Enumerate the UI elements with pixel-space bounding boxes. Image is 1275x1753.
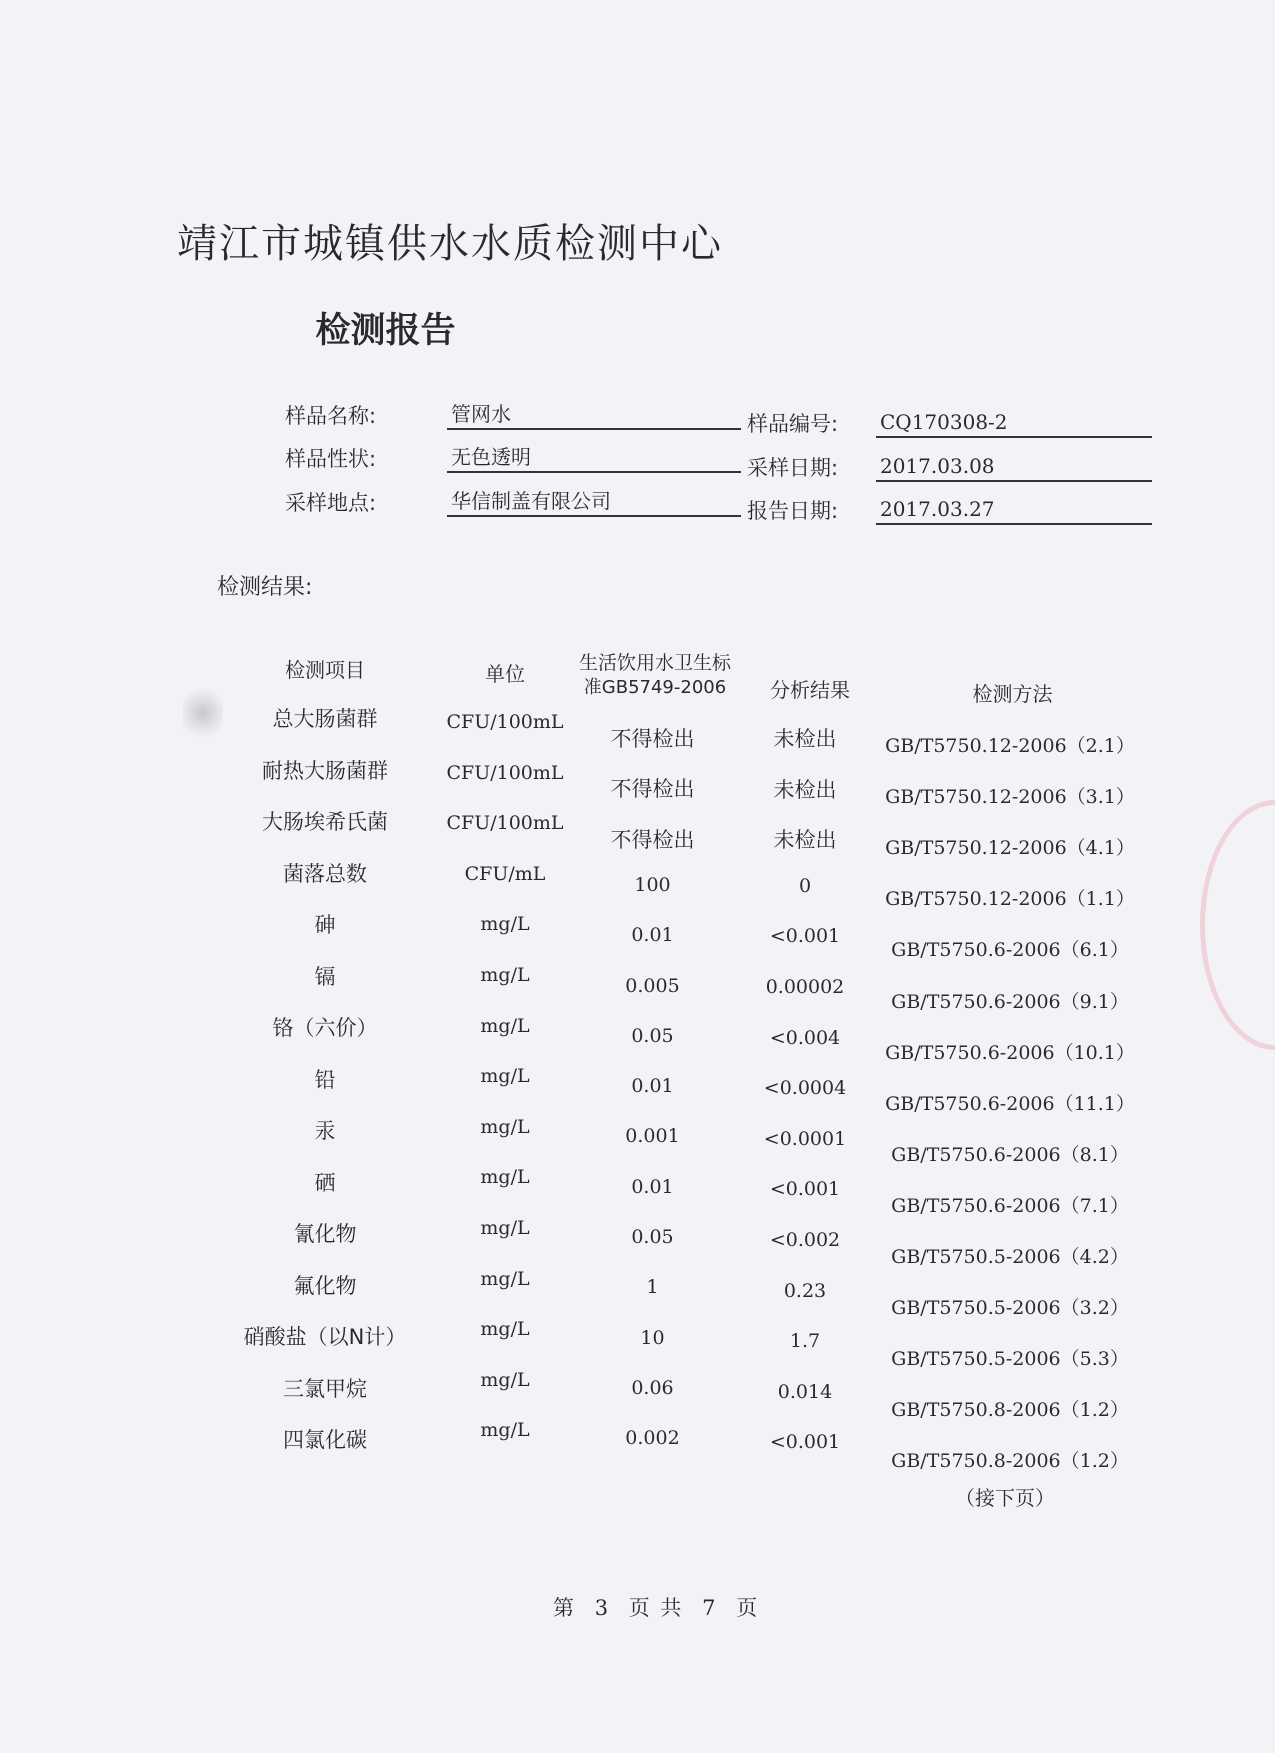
cell-standard: 100 <box>634 873 671 896</box>
cell-result: <0.0001 <box>763 1127 847 1150</box>
cell-item: 汞 <box>314 1119 336 1143</box>
sampling-site-label: 采样地点: <box>285 491 377 515</box>
cell-method: GB/T5750.5-2006（5.3） <box>891 1348 1129 1371</box>
results-label: 检测结果: <box>217 575 313 600</box>
cell-method: GB/T5750.6-2006（11.1） <box>885 1092 1135 1115</box>
report-title: 检测报告 <box>315 311 456 351</box>
cell-unit: CFU/100mL <box>446 761 564 784</box>
cell-item: 氰化物 <box>293 1222 357 1246</box>
cell-method: GB/T5750.12-2006（2.1） <box>885 735 1135 757</box>
cell-result: 未检出 <box>773 727 837 751</box>
cell-method: GB/T5750.6-2006（7.1） <box>891 1194 1129 1217</box>
cell-unit: mg/L <box>480 964 530 986</box>
page-mid: 页 共 <box>628 1596 684 1620</box>
cell-unit: mg/L <box>480 1166 530 1189</box>
sampling-date-value: 2017.03.08 <box>876 452 1152 482</box>
cell-unit: mg/L <box>480 1267 530 1290</box>
cell-item: 耐热大肠菌群 <box>262 758 388 783</box>
sampling-site-value: 华信制盖有限公司 <box>447 487 741 517</box>
cell-result: <0.0004 <box>763 1077 847 1100</box>
cell-result: 未检出 <box>773 777 837 802</box>
cell-item: 三氯甲烷 <box>283 1376 367 1401</box>
sample-no-label: 样品编号: <box>747 412 839 436</box>
page-total: 7 <box>702 1596 718 1620</box>
cell-standard: 0.01 <box>631 1075 674 1098</box>
cell-result: <0.004 <box>769 1026 841 1049</box>
cell-standard: 0.002 <box>625 1427 680 1450</box>
report-date-value: 2017.03.27 <box>876 495 1152 525</box>
red-seal-stamp <box>1200 800 1275 1050</box>
continued-note: （接下页） <box>955 1486 1055 1510</box>
sample-no-value: CQ170308-2 <box>876 408 1152 438</box>
header-standard-line2: 准GB5749-2006 <box>583 677 727 698</box>
cell-unit: mg/L <box>480 1419 530 1442</box>
cell-method: GB/T5750.12-2006（4.1） <box>885 837 1135 860</box>
cell-method: GB/T5750.8-2006（1.2） <box>891 1399 1129 1422</box>
cell-item: 镉 <box>314 964 336 989</box>
ink-smudge <box>183 683 223 743</box>
cell-item: 硒 <box>314 1170 336 1195</box>
cell-unit: mg/L <box>480 1115 530 1138</box>
cell-standard: 0.05 <box>631 1226 674 1248</box>
cell-result: 0.014 <box>777 1380 833 1403</box>
cell-item: 总大肠菌群 <box>272 707 378 731</box>
cell-unit: mg/L <box>480 1318 530 1341</box>
cell-method: GB/T5750.12-2006（3.1） <box>885 786 1135 809</box>
report-date-label: 报告日期: <box>747 499 839 523</box>
cell-unit: mg/L <box>480 1065 530 1088</box>
cell-result: <0.002 <box>769 1229 841 1251</box>
page-number <box>553 1592 759 1622</box>
cell-item: 铬（六价） <box>272 1016 378 1040</box>
cell-unit: mg/L <box>480 1014 530 1037</box>
cell-result: 0.23 <box>783 1279 827 1302</box>
cell-method: GB/T5750.5-2006（4.2） <box>891 1246 1129 1268</box>
cell-unit: mg/L <box>480 913 530 936</box>
header-unit: 单位 <box>485 662 525 686</box>
cell-method: GB/T5750.12-2006（1.1） <box>885 888 1135 911</box>
cell-result: <0.001 <box>769 925 841 948</box>
cell-standard: 0.06 <box>631 1376 674 1399</box>
sample-state-value: 无色透明 <box>447 443 741 473</box>
page-current: 3 <box>594 1596 611 1620</box>
header-result: 分析结果 <box>770 678 850 702</box>
cell-item: 四氯化碳 <box>283 1428 367 1452</box>
cell-unit: CFU/mL <box>464 862 546 885</box>
cell-item: 大肠埃希氏菌 <box>262 810 388 834</box>
cell-item: 氟化物 <box>293 1273 357 1298</box>
cell-method: GB/T5750.6-2006（6.1） <box>891 939 1129 962</box>
cell-standard: 0.05 <box>631 1024 674 1047</box>
sample-name-value: 管网水 <box>447 400 741 430</box>
page-prefix: 第 <box>553 1596 576 1620</box>
cell-result: 0 <box>798 874 812 897</box>
cell-method: GB/T5750.6-2006（9.1） <box>891 990 1129 1013</box>
cell-result: 1.7 <box>789 1330 821 1353</box>
cell-result: <0.001 <box>769 1431 841 1454</box>
cell-standard: 1 <box>646 1276 659 1299</box>
cell-item: 铅 <box>314 1067 336 1092</box>
sample-state-label: 样品性状: <box>285 447 377 471</box>
cell-standard: 0.001 <box>625 1125 680 1148</box>
organization-title: 靖江市城镇供水水质检测中心 <box>177 221 723 267</box>
cell-method: GB/T5750.6-2006（10.1） <box>885 1041 1135 1064</box>
header-method: 检测方法 <box>972 682 1053 706</box>
cell-result: 未检出 <box>773 828 837 853</box>
cell-unit: CFU/100mL <box>446 812 564 835</box>
page-suffix: 页 <box>736 1596 760 1620</box>
cell-standard: 0.005 <box>625 974 680 997</box>
cell-item: 硝酸盐（以N计） <box>243 1325 407 1349</box>
sample-name-label: 样品名称: <box>285 404 377 428</box>
cell-standard: 0.01 <box>631 1175 674 1198</box>
cell-standard: 不得检出 <box>610 777 695 802</box>
cell-unit: CFU/100mL <box>446 711 564 733</box>
cell-item: 砷 <box>314 913 336 937</box>
cell-method: GB/T5750.5-2006（3.2） <box>891 1297 1129 1320</box>
cell-standard: 10 <box>640 1326 665 1349</box>
cell-unit: mg/L <box>480 1217 530 1239</box>
cell-result: <0.001 <box>769 1178 841 1201</box>
cell-result: 0.00002 <box>765 976 845 998</box>
cell-method: GB/T5750.6-2006（8.1） <box>891 1143 1129 1166</box>
cell-standard: 不得检出 <box>610 827 695 852</box>
header-item: 检测项目 <box>285 658 365 682</box>
cell-standard: 0.01 <box>631 924 674 947</box>
cell-unit: mg/L <box>480 1368 530 1391</box>
sampling-date-label: 采样日期: <box>747 456 839 480</box>
header-standard-line1: 生活饮用水卫生标 <box>578 652 731 674</box>
cell-item: 菌落总数 <box>283 861 367 886</box>
cell-standard: 不得检出 <box>610 727 695 751</box>
cell-method: GB/T5750.8-2006（1.2） <box>891 1450 1129 1473</box>
